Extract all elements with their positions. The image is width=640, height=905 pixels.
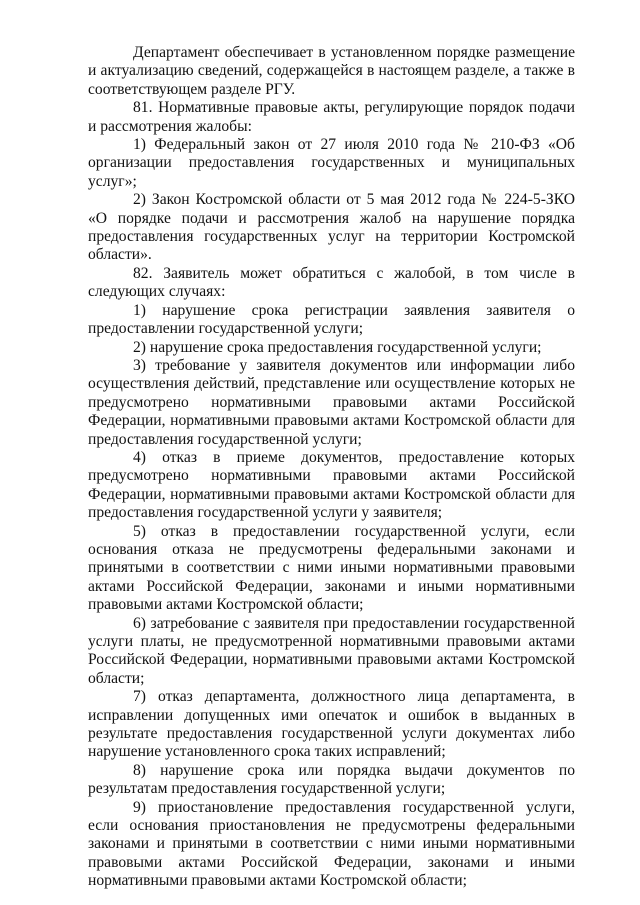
paragraph-82-item-5: 5) отказ в предоставлении государственной услуги, если основания отказа не предусмотрены федеральными законами и принятыми в соответствии с ними иными нормативными правовыми актами Российской Федерации, законами и иными нормативными правовыми актами Костромской области; bbox=[88, 522, 575, 614]
paragraph-82-heading: 82. Заявитель может обратиться с жалобой, в том числе в следующих случаях: bbox=[88, 264, 575, 301]
paragraph-82-item-8: 8) нарушение срока или порядка выдачи документов по результатам предоставления государственной услуги; bbox=[88, 761, 575, 798]
paragraph-81-item-2: 2) Закон Костромской области от 5 мая 2012 года № 224-5-ЗКО «О порядке подачи и рассмотрения жалоб на нарушение порядка предоставления государственных услуг на территории Костромской области». bbox=[88, 191, 575, 264]
paragraph-department-duties: Департамент обеспечивает в установленном порядке размещение и актуализацию сведений, содержащейся в настоящем разделе, а также в соответствующем разделе РГУ. bbox=[88, 44, 575, 98]
paragraph-82-item-3: 3) требование у заявителя документов или информации либо осуществления действий, представление или осуществление которых не предусмотрено нормативными правовыми актами Российской Федерации, нормативными правовыми актами Костромской области для предоставления государственной услуги; bbox=[88, 356, 575, 448]
paragraph-82-item-4: 4) отказ в приеме документов, предоставление которых предусмотрено нормативными правовыми актами Российской Федерации, нормативными правовыми актами Костромской области для предоставления государственной услуги у заявителя; bbox=[88, 448, 575, 522]
paragraph-81-item-1: 1) Федеральный закон от 27 июля 2010 года № 210-ФЗ «Об организации предоставления государственных и муниципальных услуг»; bbox=[88, 136, 575, 190]
paragraph-82-item-1: 1) нарушение срока регистрации заявления заявителя о предоставлении государственной услуги; bbox=[88, 301, 575, 338]
paragraph-82-item-7: 7) отказ департамента, должностного лица департамента, в исправлении допущенных ими опечаток и ошибок в выданных в результате предоставления государственной услуги документах либо нарушение установленного срока таких исправлений; bbox=[88, 688, 575, 761]
paragraph-82-item-9: 9) приостановление предоставления государственной услуги, если основания приостановления не предусмотрены федеральными законами и принятыми в соответствии с ними иными нормативными правовыми актами Российской Федерации, законами и иными нормативными правовыми актами Костромской области; bbox=[88, 798, 575, 890]
paragraph-82-item-6: 6) затребование с заявителя при предоставлении государственной услуги платы, не предусмотренной нормативными правовыми актами Российской Федерации, нормативными правовыми актами Костромской области; bbox=[88, 614, 575, 687]
document-page bbox=[88, 44, 575, 891]
paragraph-81-heading: 81. Нормативные правовые акты, регулирующие порядок подачи и рассмотрения жалобы: bbox=[88, 99, 575, 135]
paragraph-82-item-2: 2) нарушение срока предоставления государственной услуги; bbox=[133, 338, 542, 356]
